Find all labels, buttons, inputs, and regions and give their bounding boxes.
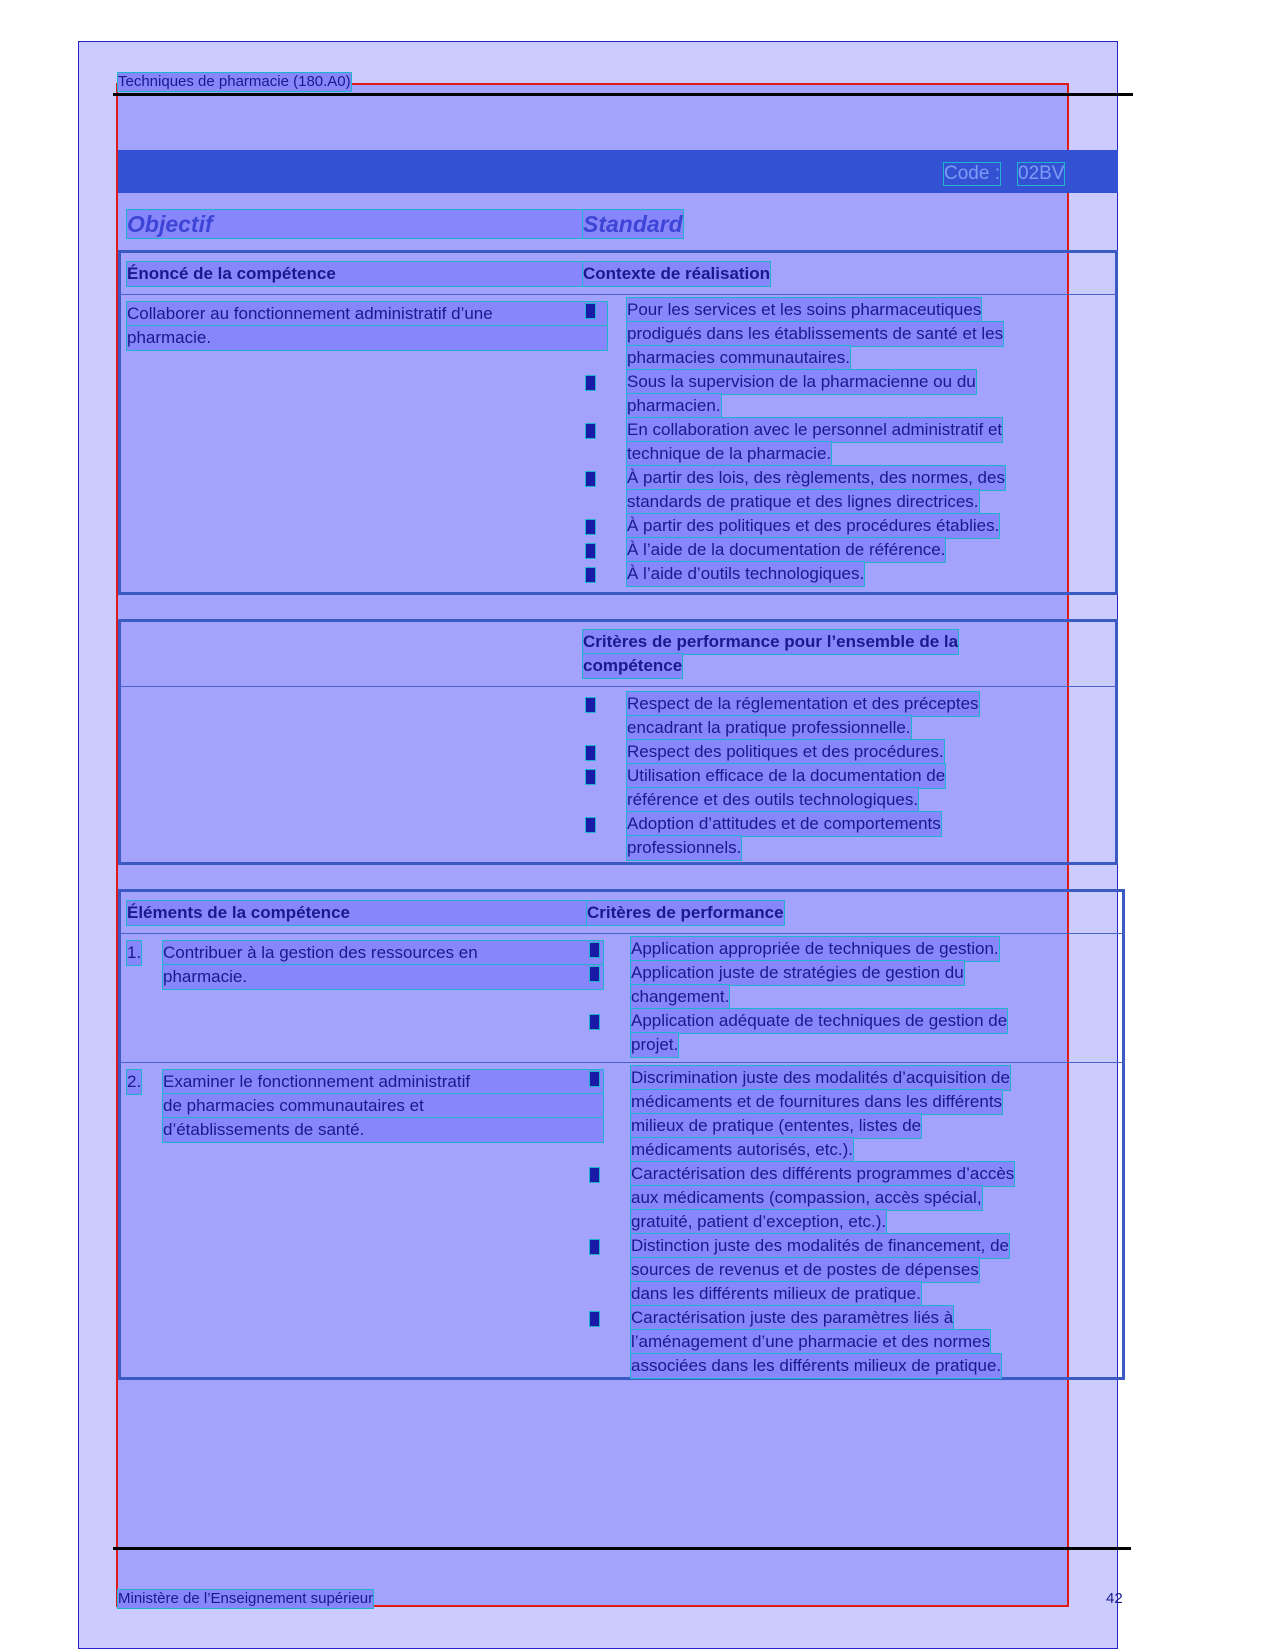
element-number: 2.: [127, 1070, 141, 1094]
criteria-2-bullet-icon: [589, 1071, 600, 1087]
context-heading: Contexte de réalisation: [583, 262, 770, 286]
overall-criteria-item-line: Utilisation efficace de la documentation de: [627, 764, 945, 788]
overall-criteria-heading: compétence: [583, 654, 682, 678]
element-line: Examiner le fonctionnement administratif: [163, 1070, 603, 1094]
criteria-2-item-line: l’aménagement d’une pharmacie et des normes: [631, 1330, 990, 1354]
criteria-2-item-line: médicaments et de fournitures dans les différents: [631, 1090, 1002, 1114]
context-bullet-icon: [585, 423, 596, 439]
section3-divider: [118, 933, 1125, 934]
overall-criteria-item-line: Respect de la réglementation et des préceptes: [627, 692, 979, 716]
criteria-2-item-line: milieux de pratique (ententes, listes de: [631, 1114, 921, 1138]
element-number: 1.: [127, 941, 141, 965]
statement-line: pharmacie.: [127, 326, 607, 350]
criteria-2-item-line: Caractérisation juste des paramètres liés à: [631, 1306, 953, 1330]
criteria-2-bullet-icon: [589, 1167, 600, 1183]
context-item-line: pharmacien.: [627, 394, 721, 418]
element-line: d’établissements de santé.: [163, 1118, 603, 1142]
overall-criteria-item-line: Respect des politiques et des procédures.: [627, 740, 944, 764]
context-item-line: standards de pratique et des lignes directrices.: [627, 490, 979, 514]
overall-criteria-bullet-icon: [585, 697, 596, 713]
overall-criteria-bullet-icon: [585, 817, 596, 833]
code-value: 02BV: [1018, 163, 1065, 184]
elements-heading: Éléments de la compétence: [127, 901, 587, 925]
context-bullet-icon: [585, 519, 596, 535]
page-number: 42: [1106, 1590, 1123, 1607]
context-item-line: technique de la pharmacie.: [627, 442, 831, 466]
context-item-line: En collaboration avec le personnel administratif et: [627, 418, 1002, 442]
element-line: de pharmacies communautaires et: [163, 1094, 603, 1118]
context-bullet-icon: [585, 567, 596, 583]
context-item-line: À partir des lois, des règlements, des normes, des: [627, 466, 1005, 490]
overall-criteria-item-line: Adoption d’attitudes et de comportements: [627, 812, 941, 836]
code-label: Code :: [944, 163, 1000, 184]
context-bullet-icon: [585, 471, 596, 487]
context-item-line: Sous la supervision de la pharmacienne ou du: [627, 370, 976, 394]
overall-criteria-bullet-icon: [585, 745, 596, 761]
criteria-2-item-line: sources de revenus et de postes de dépenses: [631, 1258, 979, 1282]
overall-criteria-item-line: professionnels.: [627, 836, 741, 860]
context-item-line: À l’aide de la documentation de référence.: [627, 538, 945, 562]
context-item-line: pharmacies communautaires.: [627, 346, 850, 370]
criteria-2-item-line: Discrimination juste des modalités d’acquisition de: [631, 1066, 1010, 1090]
criteria-1-bullet-icon: [589, 1014, 600, 1030]
header-rule: [113, 93, 1133, 96]
context-bullet-icon: [585, 303, 596, 319]
criteria-1-bullet-icon: [589, 966, 600, 982]
criteria-2-item-line: dans les différents milieux de pratique.: [631, 1282, 921, 1306]
section2-divider: [118, 686, 1118, 687]
context-bullet-icon: [585, 543, 596, 559]
criteria-1-item-line: changement.: [631, 985, 729, 1009]
context-item-line: prodigués dans les établissements de santé et les: [627, 322, 1003, 346]
overall-criteria-heading: Critères de performance pour l’ensemble de la: [583, 630, 958, 654]
context-item-line: À l’aide d’outils technologiques.: [627, 562, 864, 586]
overall-criteria-bullet-icon: [585, 769, 596, 785]
section3-row-divider: [118, 1062, 1125, 1063]
criteria-2-item-line: gratuité, patient d’exception, etc.).: [631, 1210, 886, 1234]
statement-heading: Énoncé de la compétence: [127, 262, 582, 286]
footer-rule: [113, 1547, 1131, 1550]
element-line: pharmacie.: [163, 965, 603, 989]
context-item-line: Pour les services et les soins pharmaceutiques: [627, 298, 981, 322]
criteria-1-item-line: Application adéquate de techniques de gestion de: [631, 1009, 1007, 1033]
context-bullet-icon: [585, 375, 596, 391]
running-title: Techniques de pharmacie (180.A0): [118, 73, 351, 90]
overall-criteria-item-line: référence et des outils technologiques.: [627, 788, 918, 812]
overall-criteria-item-line: encadrant la pratique professionnelle.: [627, 716, 911, 740]
criteria-1-item-line: Application juste de stratégies de gestion du: [631, 961, 964, 985]
statement-line: Collaborer au fonctionnement administratif d’une: [127, 302, 607, 326]
criteria-1-item-line: Application appropriée de techniques de gestion.: [631, 937, 999, 961]
section1-divider: [118, 294, 1118, 295]
column-heading-objectif: Objectif: [127, 210, 582, 238]
criteria-2-item-line: médicaments autorisés, etc.).: [631, 1138, 853, 1162]
column-heading-standard: Standard: [583, 211, 683, 237]
footer-ministry: Ministère de l’Enseignement supérieur: [118, 1590, 374, 1607]
criteria-2-item-line: Distinction juste des modalités de financement, de: [631, 1234, 1009, 1258]
context-item-line: À partir des politiques et des procédures établies.: [627, 514, 999, 538]
criteria-2-bullet-icon: [589, 1239, 600, 1255]
criteria-2-item-line: Caractérisation des différents programmes d’accès: [631, 1162, 1014, 1186]
criteria-1-item-line: projet.: [631, 1033, 678, 1057]
criteria-1-bullet-icon: [589, 942, 600, 958]
element-line: Contribuer à la gestion des ressources en: [163, 941, 603, 965]
criteria-2-bullet-icon: [589, 1311, 600, 1327]
performance-heading: Critères de performance: [587, 901, 784, 925]
criteria-2-item-line: associées dans les différents milieux de pratique.: [631, 1354, 1001, 1378]
criteria-2-item-line: aux médicaments (compassion, accès spécial,: [631, 1186, 982, 1210]
